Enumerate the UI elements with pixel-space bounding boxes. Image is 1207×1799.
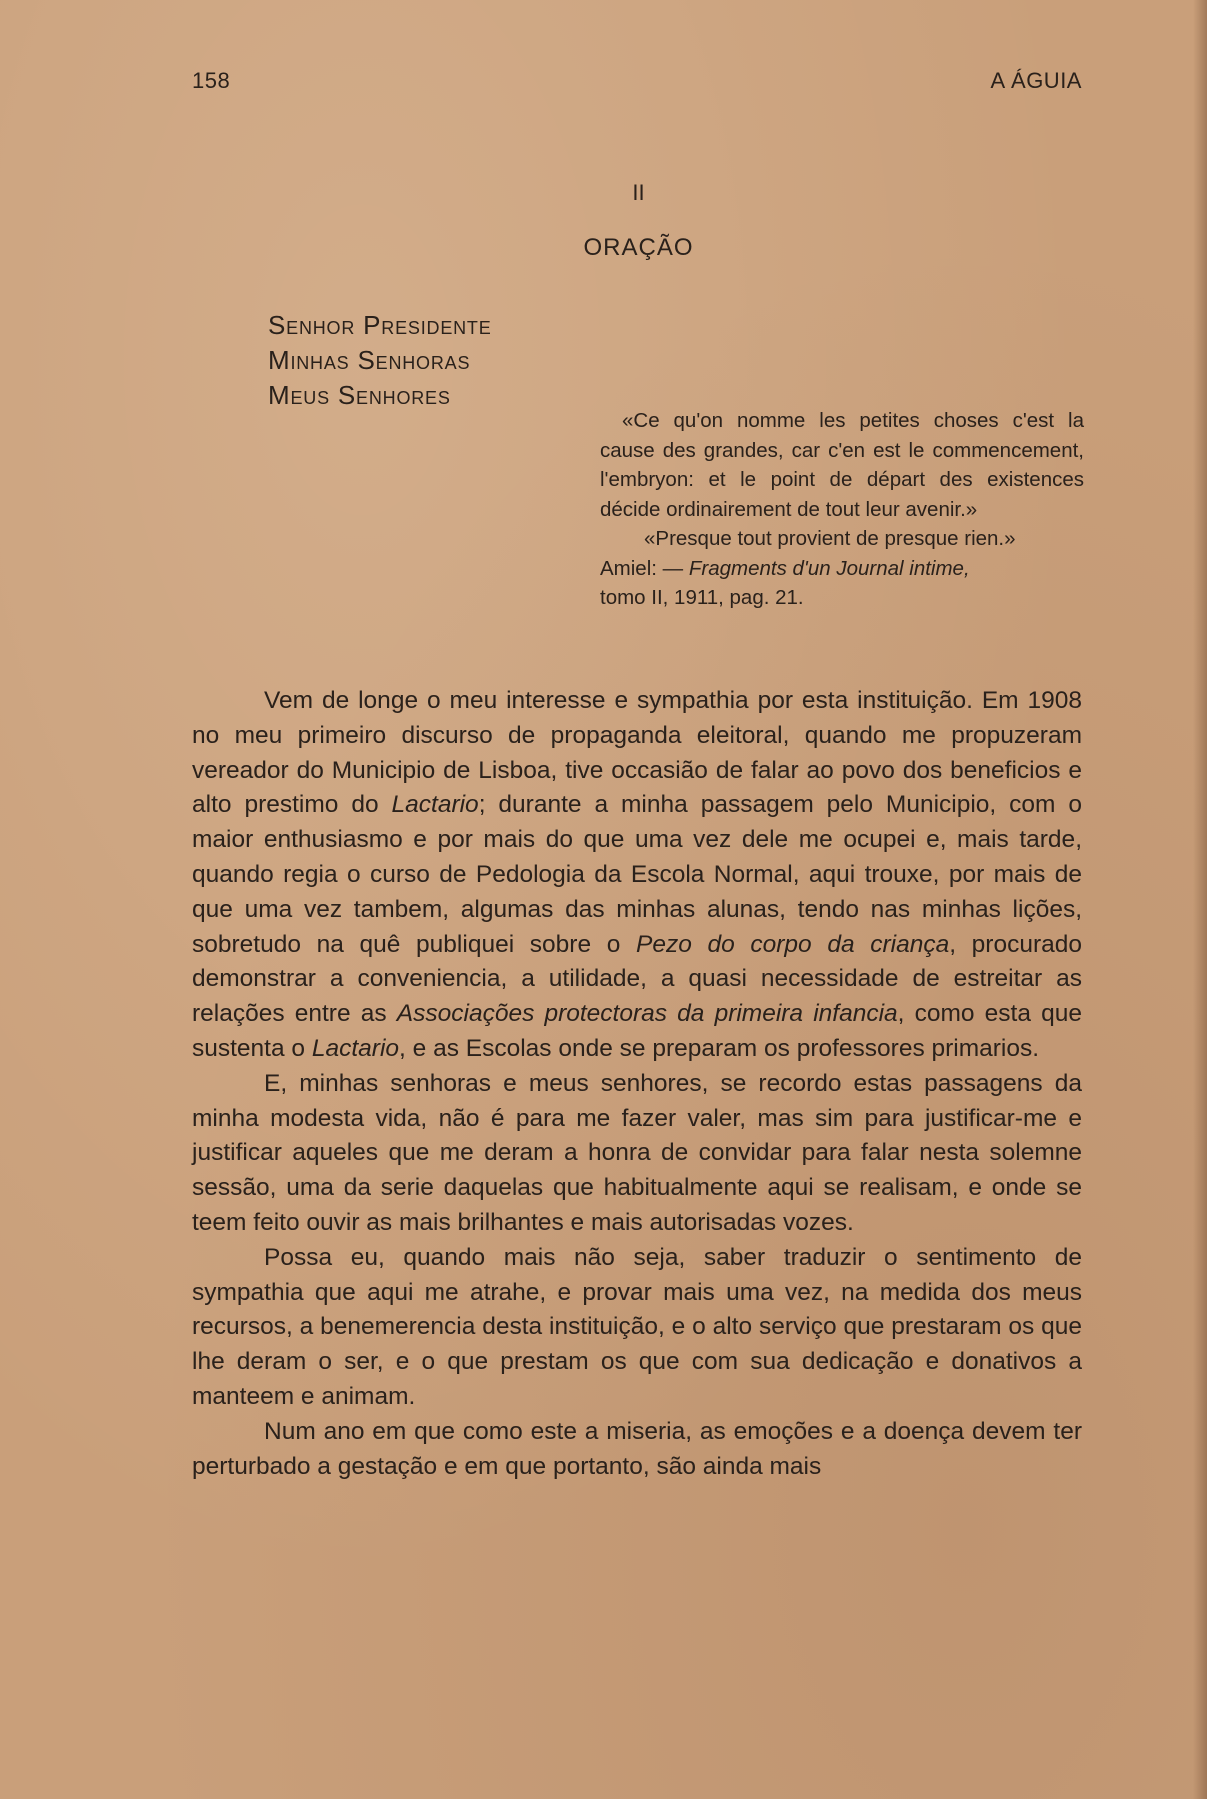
text-run: , procurado demonstrar a conveniencia, a utilidade, a quasi necessidade de estreitar as relações entre as (192, 930, 1082, 1028)
paragraph (192, 684, 1082, 1067)
italic-title: Pezo do corpo da criança (636, 930, 950, 958)
epigraph-reference: tomo II, 1911, pag. 21. (600, 586, 804, 609)
body-text (192, 684, 1082, 1484)
epigraph-work: Fragments d'un Journal intime, (688, 556, 970, 580)
epigraph-quote: «Ce qu'on nomme les petites choses c'est la cause des grandes, car c'en est le commencement, l'embryon: et le point de départ des existences décide ordinairement de tout leur avenir.» (600, 409, 1084, 521)
text-run: , e as Escolas onde se preparam os professores primarios. (399, 1034, 1040, 1062)
paragraph: Possa eu, quando mais não seja, saber traduzir o sentimento de sympathia que aqui me atrahe, e provar mais uma vez, na medida dos meus recursos, a benemerencia desta instituição, e o alto serviço que prestaram os que lhe deram o ser, e o que prestam os que com sua dedicação e donativos a manteem e animam. (192, 1243, 1082, 1410)
running-title: A ÁGUIA (990, 68, 1082, 93)
page-number: 158 (192, 68, 231, 93)
salutation-block (268, 308, 492, 413)
text-run: ; durante a minha passagem pelo Municipio, com o maior enthusiasmo e por mais do que uma vez dele me ocupei e, mais tarde, quando regia o curso de Pedologia da Escola Normal, aqui trouxe, por mais de que uma vez tambem, algumas das minhas alunas, tendo nas minhas lições, sobretudo na quê publiquei sobre o (192, 791, 1082, 958)
italic-title: Lactario (391, 791, 479, 819)
text-run: , como esta que sustenta o (192, 1000, 1083, 1062)
italic-title: Lactario (311, 1034, 400, 1062)
epigraph-author: Amiel: — (600, 556, 689, 580)
page-edge-shadow (1193, 0, 1207, 1799)
paragraph: E, minhas senhoras e meus senhores, se recordo estas passagens da minha modesta vida, não é para me fazer valer, mas sim para justificar-me e justificar aqueles que me deram a honra de convidar para falar nesta solemne sessão, uma da serie daquelas que habitualmente aqui se realisam, e onde se teem feito ouvir as mais brilhantes e mais autorisadas vozes. (192, 1069, 1082, 1236)
text-run: Vem de longe o meu interesse e sympathia por esta instituição. Em 1908 no meu primeiro discurso de propaganda eleitoral, quando me propuzeram vereador do Municipio de Lisboa, tive occasião de falar ao povo dos beneficios e alto prestimo do (192, 687, 1082, 819)
paragraph: Num ano em que como este a miseria, as emoções e a doença devem ter perturbado a gestação e em que portanto, são ainda mais (192, 1417, 1082, 1480)
salutation-line: Minhas Senhoras (268, 345, 471, 375)
salutation-line: Senhor Presidente (268, 310, 492, 340)
epigraph-source (600, 554, 1084, 584)
epigraph (600, 406, 1084, 613)
epigraph-quote: «Presque tout provient de presque rien.» (644, 527, 1016, 550)
section-title: ORAÇÃO (583, 234, 694, 261)
salutation-line: Meus Senhores (268, 380, 451, 410)
italic-title: Associações protectoras da primeira infancia (396, 1000, 898, 1028)
section-number: II (632, 180, 645, 205)
